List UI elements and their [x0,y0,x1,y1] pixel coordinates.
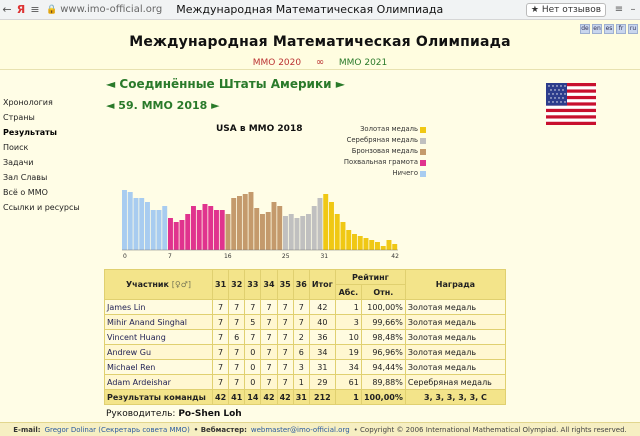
team-label: Результаты команды [105,390,213,405]
problem-score: 7 [277,360,293,375]
browser-toolbar [0,0,640,20]
abs-rank: 1 [335,300,361,315]
participant-name[interactable]: Adam Ardeishar [105,375,213,390]
problem-score: 7 [261,360,277,375]
award: Золотая медаль [405,315,505,330]
chart-tick-label: 31 [320,253,329,260]
sidebar-item-links[interactable]: Ссылки и ресурсы [3,203,80,212]
abs-rank: 19 [335,345,361,360]
problem-score: 7 [293,300,309,315]
participant-row [105,375,506,390]
chart-bar [168,218,173,250]
problem-score: 6 [229,330,245,345]
legend-swatch [420,160,426,166]
problem-score: 7 [213,330,229,345]
chart-bar [139,198,144,250]
olympiad-heading[interactable]: ◄ 59. ММО 2018 ► [106,99,220,112]
chart-tick-label: 42 [391,253,399,260]
lang-flag-es[interactable]: es [605,25,613,32]
back-arrow-icon[interactable]: ← [2,3,12,16]
usa-flag-icon [546,83,596,125]
chart-bar [375,242,380,250]
problem-score: 0 [245,345,261,360]
rel-rank: 94,44% [361,360,405,375]
reviews-button[interactable]: ★ Нет отзывов [526,3,606,17]
chart-bar [392,244,397,250]
chart-bar [226,214,231,250]
legend-none: Ничего [326,169,426,180]
chart-bar [323,194,328,250]
rel-rank: 99,66% [361,315,405,330]
chart-bar [306,214,311,250]
legend-swatch [420,127,426,133]
chart-bar [180,220,185,250]
chart-bar [283,216,288,250]
problem-score: 7 [261,375,277,390]
problem-score: 1 [293,375,309,390]
team-score: 41 [229,390,245,405]
problem-score: 7 [261,330,277,345]
problem-score: 7 [277,345,293,360]
team-score: 42 [261,390,277,405]
chart-bar [174,222,179,250]
footer-copyright: • Copyright © 2006 International Mathematical Olympiad. All rights reserved. [353,425,627,434]
chart-bar [237,196,242,250]
problem-score: 7 [261,315,277,330]
participant-row [105,300,506,315]
sidebar [0,95,95,215]
chart-title: USA в ММО 2018 [216,124,303,134]
results-table [104,269,506,405]
problem-score: 7 [277,315,293,330]
legend-bronze: Бронзовая медаль [326,147,426,158]
chart-bar [387,240,392,250]
country-heading[interactable]: ◄ Соединённые Штаты Америки ► [106,77,345,91]
abs-rank: 61 [335,375,361,390]
total-score: 34 [309,345,335,360]
legend-gold: Золотая медаль [326,125,426,136]
rel-rank: 96,96% [361,345,405,360]
chart-bar [151,210,156,250]
chart-bar [243,194,248,250]
chart-bar [231,198,236,250]
chart-bar [157,210,162,250]
legend-swatch [420,171,426,177]
score-distribution-chart [106,120,436,260]
col-participant[interactable]: Участник [♀♂] [105,270,213,300]
abs-rank: 10 [335,330,361,345]
lang-flag-en[interactable]: en [593,25,601,32]
chart-bar [381,246,386,250]
participant-name[interactable]: James Lin [105,300,213,315]
abs-rank: 34 [335,360,361,375]
legend-silver: Серебряная медаль [326,136,426,147]
problem-score: 0 [245,360,261,375]
sidebar-item-about[interactable]: Всё о ММО [3,188,48,197]
site-header [0,20,640,70]
minimize-icon[interactable]: – [630,4,636,15]
legend-swatch [420,149,426,155]
problem-score: 2 [293,330,309,345]
rel-rank: 98,48% [361,330,405,345]
problem-score: 7 [229,360,245,375]
chart-bar [260,214,265,250]
page-tab-title: Международная Математическая Олимпиада [176,3,444,16]
problem-score: 5 [245,315,261,330]
team-score: 42 [277,390,293,405]
chart-tick-label: 0 [122,253,127,260]
participant-row [105,330,506,345]
col-p32[interactable]: 32 [229,270,245,300]
chart-bar [214,210,219,250]
col-abs[interactable]: Абс. [335,285,361,300]
sort-icon[interactable]: [♀♂] [171,280,192,289]
col-rating: Рейтинг [335,270,405,285]
total-score: 40 [309,315,335,330]
chart-bar [295,218,300,250]
chart-bar [254,208,259,250]
col-p33[interactable]: 33 [245,270,261,300]
rel-rank: 100,00% [361,300,405,315]
col-p35[interactable]: 35 [277,270,293,300]
chart-bar [134,198,139,250]
col-total[interactable]: Итог [309,270,335,300]
lock-icon: 🔒 [46,4,58,15]
col-p34[interactable]: 34 [261,270,277,300]
footer-email-link[interactable]: Gregor Dolinar (Секретарь совета ММО) [44,425,190,434]
problem-score: 7 [245,300,261,315]
legend-honourable: Похвальная грамота [326,158,426,169]
chart-bar [191,206,196,250]
lang-flag-ru[interactable]: ru [629,25,637,32]
chart-bar [318,198,323,250]
problem-score: 7 [213,300,229,315]
rel-rank: 89,88% [361,375,405,390]
problem-score: 7 [213,375,229,390]
total-score: 36 [309,330,335,345]
total-score: 29 [309,375,335,390]
problem-score: 7 [229,375,245,390]
imo-logo-icon[interactable]: ∞ [315,57,325,68]
problem-score: 7 [293,315,309,330]
participant-row [105,360,506,375]
participant-name[interactable]: Andrew Gu [105,345,213,360]
problem-score: 7 [213,315,229,330]
problem-score: 7 [277,375,293,390]
chart-bar [335,214,340,250]
footer-webmaster-link[interactable]: webmaster@imo-official.org [250,425,350,434]
chart-tick-label: 16 [223,253,232,260]
participant-name[interactable]: Michael Ren [105,360,213,375]
next-olympiad-link[interactable]: ММО 2021 [338,58,388,68]
award: Серебряная медаль [405,375,505,390]
col-rel[interactable]: Отн. [361,285,405,300]
leader-name[interactable]: Po-Shen Loh [178,409,242,419]
chart-plot [116,120,416,260]
sidebar-item-problems[interactable]: Задачи [3,158,34,167]
chart-bar [197,210,202,250]
problem-score: 7 [213,360,229,375]
chart-bar [364,238,369,250]
problem-score: 0 [245,375,261,390]
chart-bar [128,192,133,250]
problem-score: 6 [293,345,309,360]
problem-score: 7 [229,345,245,360]
problem-score: 7 [277,330,293,345]
team-total: 212 [309,390,335,405]
team-score: 42 [213,390,229,405]
problem-score: 7 [213,345,229,360]
chart-bar [249,192,254,250]
team-score: 31 [293,390,309,405]
problem-score: 7 [277,300,293,315]
chart-bar [266,212,271,250]
chart-bar [272,202,277,250]
chart-bar [341,222,346,250]
chart-bar [289,214,294,250]
problem-score: 7 [245,330,261,345]
chart-bar [329,202,334,250]
browser-logo[interactable]: Я [16,3,26,16]
col-p31[interactable]: 31 [213,270,229,300]
problem-score: 3 [293,360,309,375]
lang-flag-fr[interactable]: fr [616,24,626,34]
total-score: 42 [309,300,335,315]
legend-swatch [420,138,426,144]
footer-webmaster-label: • Вебмастер: [193,425,247,434]
problem-score: 7 [229,315,245,330]
browser-menu-icon[interactable]: ≡ [614,4,624,15]
address-bar[interactable]: www.imo-official.org [60,4,163,15]
problem-score: 7 [229,300,245,315]
award: Золотая медаль [405,330,505,345]
award: Золотая медаль [405,345,505,360]
chart-bar [203,204,208,250]
lang-flag-de[interactable]: de [581,25,589,32]
team-rel-rank: 100,00% [361,390,405,405]
chart-bar [277,206,282,250]
chart-bar [358,236,363,250]
award: Золотая медаль [405,300,505,315]
site-footer [0,422,640,436]
team-score: 14 [245,390,261,405]
chart-bar [352,234,357,250]
sidebar-item-hall-of-fame[interactable]: Зал Славы [3,173,48,182]
abs-rank: 3 [335,315,361,330]
participant-row [105,315,506,330]
chart-tick-label: 7 [167,253,172,260]
chart-bar [300,216,305,250]
menu-icon[interactable]: ≡ [30,3,40,16]
team-leader [106,409,242,419]
chart-bar [312,206,317,250]
problem-score: 7 [261,300,277,315]
col-p36[interactable]: 36 [293,270,309,300]
site-title[interactable]: Международная Математическая Олимпиада [129,34,511,50]
prev-olympiad-link[interactable]: ММО 2020 [252,58,302,68]
participant-row [105,345,506,360]
sidebar-item-countries[interactable]: Страны [3,113,35,122]
problem-score: 7 [261,345,277,360]
chart-bar [162,206,167,250]
footer-email-label: E-mail: [13,425,41,434]
sidebar-item-chronology[interactable]: Хронология [3,98,53,107]
participant-name[interactable]: Mihir Anand Singhal [105,315,213,330]
sidebar-item-results[interactable]: Результаты [3,128,57,137]
chart-bar [145,202,150,250]
sidebar-item-search[interactable]: Поиск [3,143,29,152]
team-abs-rank: 1 [335,390,361,405]
chart-bar [220,210,225,250]
total-score: 31 [309,360,335,375]
chart-bar [122,190,127,250]
chart-bar [346,230,351,250]
chart-bar [185,214,190,250]
leader-label: Руководитель: [106,409,176,419]
chart-bar [208,206,213,250]
participant-name[interactable]: Vincent Huang [105,330,213,345]
award: Золотая медаль [405,360,505,375]
team-results-row [105,390,506,405]
chart-bar [369,240,374,250]
team-awards: 3, 3, 3, 3, 3, C [405,390,505,405]
chart-tick-label: 25 [281,253,290,260]
col-award[interactable]: Награда [405,270,505,300]
